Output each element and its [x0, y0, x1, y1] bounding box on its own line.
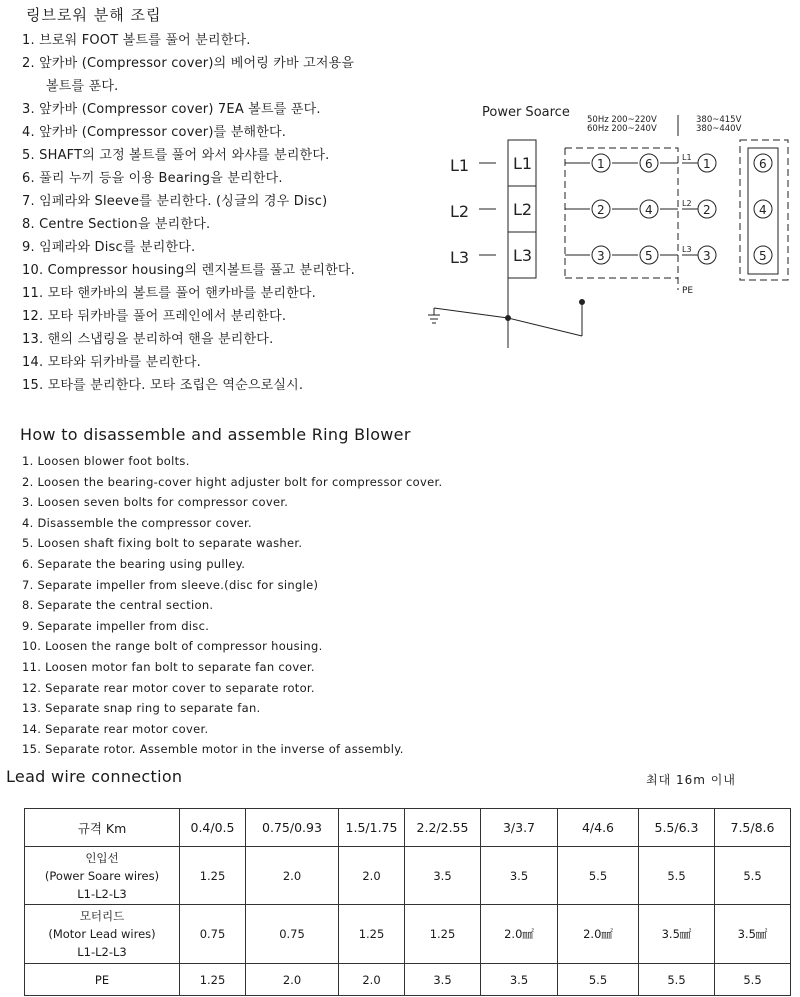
header-cell: 1.5/1.75 — [339, 809, 405, 847]
row-label-line: (Power Soare wires) — [44, 868, 160, 883]
korean-step: 7. 임페라와 Sleeve를 분리한다. (싱글의 경우 Disc) — [22, 194, 328, 209]
table-cell: 2.0 — [246, 847, 339, 905]
row-label-line: L1-L2-L3 — [77, 886, 127, 901]
voltage-low-2: 60Hz 200~240V — [587, 124, 657, 134]
box-label-l1: L1 — [513, 154, 533, 173]
voltage-high-1: 380~415V — [696, 115, 742, 125]
line-label-l1: L1 — [450, 156, 470, 175]
row-label-line: PE — [94, 972, 110, 987]
table-cell: 3.5 — [405, 964, 481, 996]
box-label-l2: L2 — [513, 200, 533, 219]
english-step: 4. Disassemble the compressor cover. — [22, 515, 252, 530]
terminal-label: 3 — [597, 249, 605, 263]
english-step: 13. Separate snap ring to separate fan. — [22, 701, 261, 716]
english-step: 3. Loosen seven bolts for compressor cover. — [22, 495, 289, 510]
header-cell: 0.4/0.5 — [180, 809, 246, 847]
pe-label: PE — [682, 286, 694, 296]
table-row — [25, 905, 791, 964]
english-title: How to disassemble and assemble Ring Blower — [20, 425, 411, 444]
english-step: 15. Separate rotor. Assemble motor in the inverse of assembly. — [22, 742, 404, 757]
table-cell: 5.5 — [639, 964, 715, 996]
ground-symbol — [428, 308, 440, 323]
table-cell: 5.5 — [715, 964, 791, 996]
terminal-label: 1 — [703, 157, 711, 171]
header-cell: 규격 Km — [25, 809, 180, 847]
header-cell: 7.5/8.6 — [715, 809, 791, 847]
korean-step: 8. Centre Section을 분리한다. — [22, 217, 211, 232]
terminal-label: 4 — [645, 203, 653, 217]
left-terminal-links — [565, 163, 678, 255]
header-cell: 5.5/6.3 — [639, 809, 715, 847]
korean-step: 3. 앞카바 (Compressor cover) 7EA 볼트를 푼다. — [22, 102, 321, 117]
korean-steps — [22, 29, 355, 397]
row-label — [25, 964, 180, 996]
table-cell: 2.0㎟ — [558, 905, 639, 964]
table-cell: 5.5 — [715, 847, 791, 905]
korean-step: 2. 앞카바 (Compressor cover)의 베어링 카바 고저용을 — [22, 56, 355, 71]
english-step: 2. Loosen the bearing-cover hight adjuster bolt for compressor cover. — [22, 474, 443, 489]
switch-pivot — [506, 316, 511, 321]
terminal-label: 2 — [703, 203, 711, 217]
table-cell: 5.5 — [639, 847, 715, 905]
voltage-low-1: 50Hz 200~220V — [587, 115, 657, 125]
table-cell: 1.25 — [339, 905, 405, 964]
switch-contact — [580, 300, 585, 305]
table-cell: 1.25 — [180, 964, 246, 996]
row-label-line: L1-L2-L3 — [77, 945, 127, 959]
table-cell: 2.0 — [339, 847, 405, 905]
table-cell: 2.0 — [246, 964, 339, 996]
header-cell: 3/3.7 — [481, 809, 558, 847]
korean-step: 9. 임페라와 Disc를 분리한다. — [22, 240, 196, 255]
table-cell: 3.5 — [481, 964, 558, 996]
english-step: 8. Separate the central section. — [22, 598, 214, 613]
header-cell: 4/4.6 — [558, 809, 639, 847]
table-cell: 3.5㎟ — [639, 905, 715, 964]
lead-wire-title: Lead wire connection — [6, 767, 183, 786]
terminal-label: 4 — [759, 203, 767, 217]
row-label — [25, 847, 180, 905]
korean-step: 14. 모타와 뒤카바를 분리한다. — [22, 355, 201, 370]
table-cell: 2.0㎟ — [481, 905, 558, 964]
box-label-l3: L3 — [513, 246, 533, 265]
table-cell: 0.75 — [246, 905, 339, 964]
wiring-diagram — [420, 100, 795, 360]
table-cell: 3.5 — [481, 847, 558, 905]
header-cell: 2.2/2.55 — [405, 809, 481, 847]
korean-step: 12. 모타 뒤카바를 풀어 프레인에서 분리한다. — [22, 309, 287, 324]
korean-title: 링브로워 분해 조립 — [26, 6, 162, 24]
terminal-label: 5 — [645, 249, 653, 263]
table-cell: 3.5 — [405, 847, 481, 905]
korean-step: 15. 모타를 분리한다. 모타 조립은 역순으로실시. — [22, 378, 304, 393]
star-input-l2: L2 — [682, 199, 692, 208]
korean-step: 13. 핸의 스냅링을 분리하여 핸을 분리한다. — [22, 332, 274, 347]
english-step: 11. Loosen motor fan bolt to separate fan cover. — [22, 659, 315, 674]
star-connection — [682, 140, 788, 296]
korean-step: 6. 풀리 누끼 등을 이용 Bearing을 분리한다. — [22, 171, 283, 186]
star-input-l1: L1 — [682, 153, 692, 162]
table-header-row — [25, 809, 791, 847]
korean-step: 10. Compressor housing의 렌지볼트를 풀고 분리한다. — [22, 263, 355, 278]
english-step: 7. Separate impeller from sleeve.(disc for single) — [22, 577, 319, 592]
english-step: 12. Separate rear motor cover to separate rotor. — [22, 680, 315, 695]
header-cell: 0.75/0.93 — [246, 809, 339, 847]
row-label-line: 인입선 — [85, 850, 119, 865]
terminal-label: 2 — [597, 203, 605, 217]
korean-step: 볼트를 푼다. — [46, 79, 119, 94]
korean-step: 1. 브로워 FOOT 볼트를 풀어 분리한다. — [22, 33, 251, 48]
terminal-label: 6 — [759, 157, 767, 171]
table-cell: 5.5 — [558, 847, 639, 905]
english-step: 6. Separate the bearing using pulley. — [22, 556, 246, 571]
english-step: 14. Separate rear motor cover. — [22, 721, 209, 736]
table-row — [25, 847, 791, 905]
table-cell: 0.75 — [180, 905, 246, 964]
table-cell: 5.5 — [558, 964, 639, 996]
voltage-high-2: 380~440V — [696, 124, 742, 134]
terminal-label: 3 — [703, 249, 711, 263]
table-cell: 1.25 — [180, 847, 246, 905]
korean-step: 5. SHAFT의 고정 볼트를 풀어 와서 와샤를 분리한다. — [22, 148, 330, 163]
power-source-label: Power Soarce — [482, 105, 570, 120]
terminal-label: 5 — [759, 249, 767, 263]
english-step: 5. Loosen shaft fixing bolt to separate washer. — [22, 536, 303, 551]
row-label-line: 모터리드 — [79, 909, 125, 923]
table-row — [25, 964, 791, 996]
star-input-l3: L3 — [682, 245, 692, 254]
row-label — [25, 905, 180, 964]
english-step: 1. Loosen blower foot bolts. — [22, 454, 190, 468]
english-steps — [22, 451, 442, 760]
row-label-line: (Motor Lead wires) — [48, 927, 156, 941]
english-step: 10. Loosen the range bolt of compressor housing. — [22, 639, 323, 654]
korean-step: 4. 앞카바 (Compressor cover)를 분해한다. — [22, 125, 287, 140]
table-cell: 1.25 — [405, 905, 481, 964]
korean-step: 11. 모타 핸카바의 볼트를 풀어 핸카바를 분리한다. — [22, 286, 317, 301]
max-length-note: 최대 16m 이내 — [646, 773, 736, 787]
english-step: 9. Separate impeller from disc. — [22, 618, 210, 633]
lead-wire-table — [24, 808, 791, 996]
delta-connection — [565, 148, 678, 290]
line-label-l2: L2 — [450, 202, 470, 221]
table-cell: 3.5㎟ — [715, 905, 791, 964]
line-label-l3: L3 — [450, 248, 470, 267]
terminal-label: 1 — [597, 157, 605, 171]
table-cell: 2.0 — [339, 964, 405, 996]
terminal-label: 6 — [645, 157, 653, 171]
